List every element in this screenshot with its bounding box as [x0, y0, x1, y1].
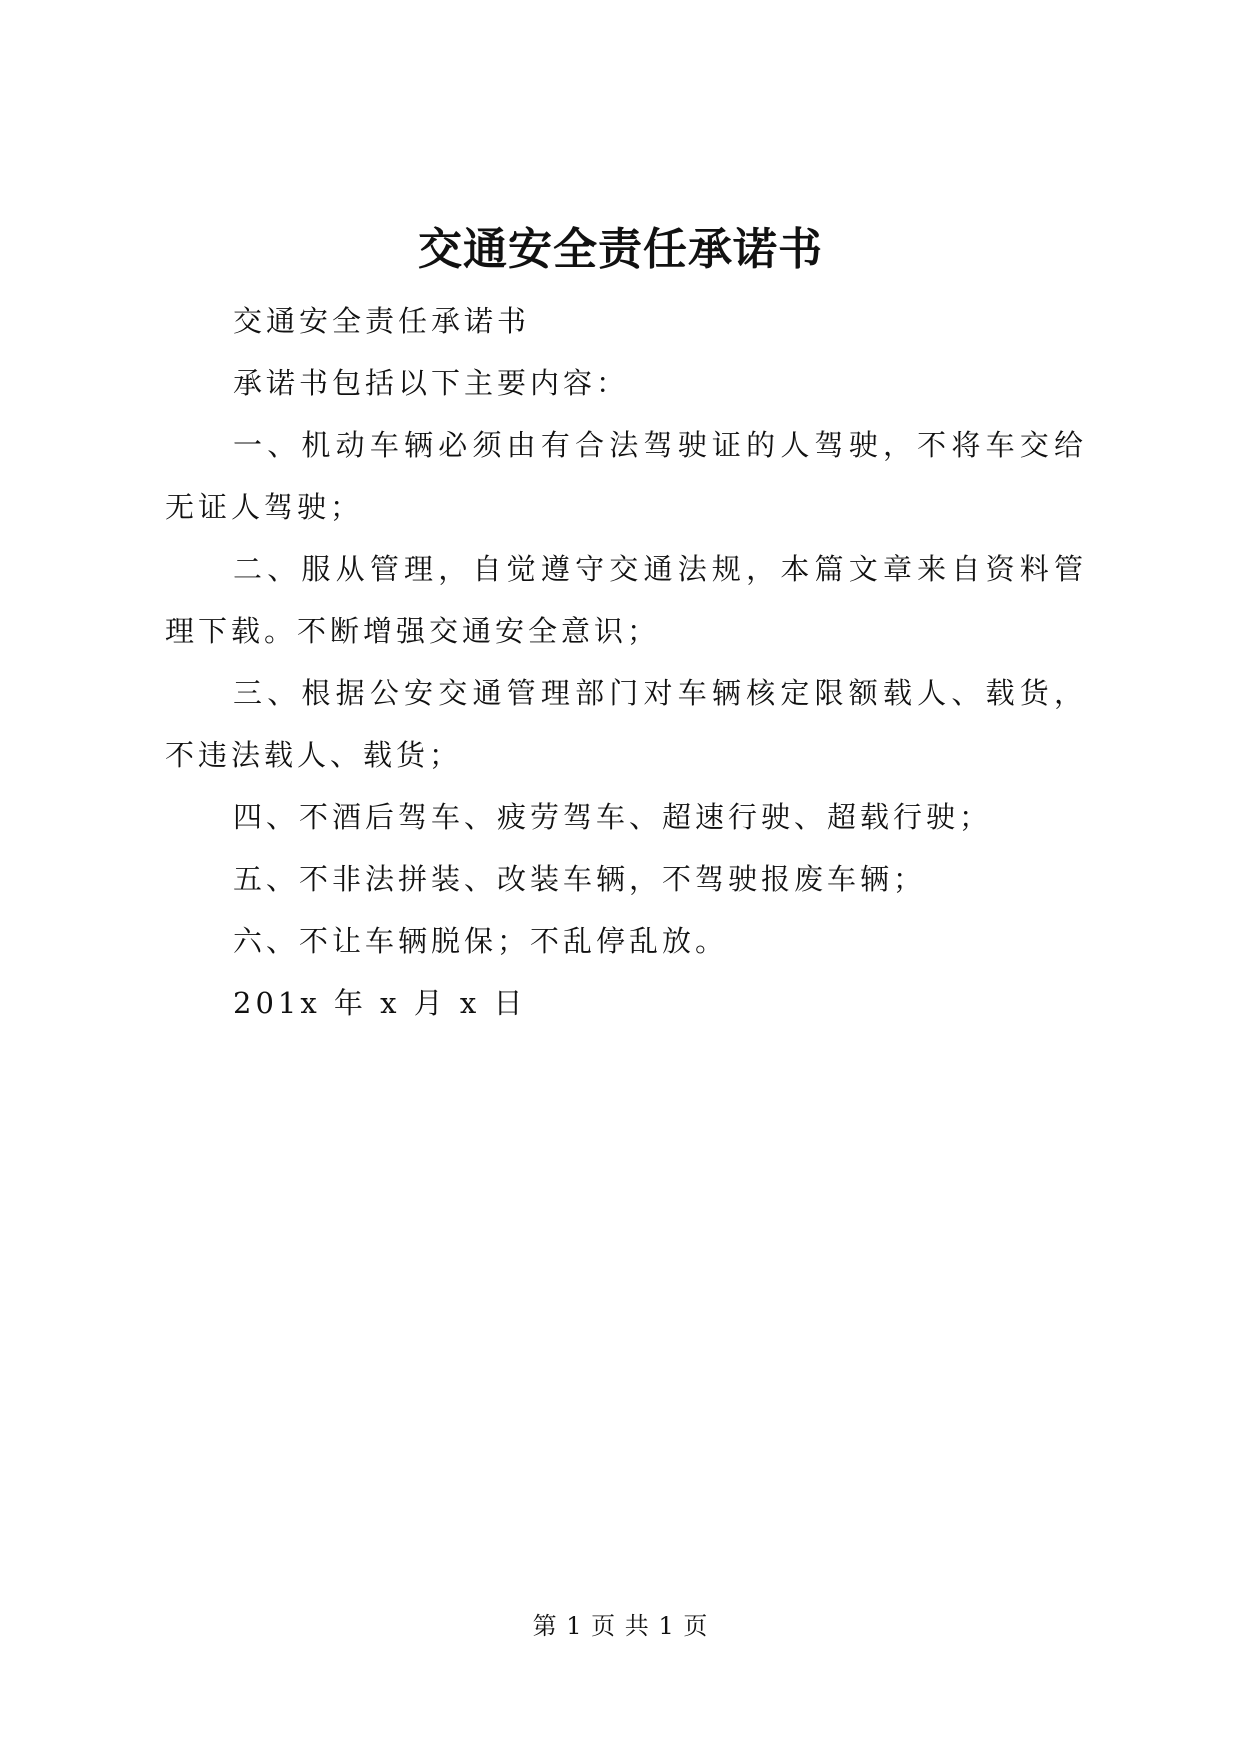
- paragraph-item-3: 三、根据公安交通管理部门对车辆核定限额载人、载货，不违法载人、载货；: [165, 676, 1087, 772]
- paragraph-item-6: 六、不让车辆脱保；不乱停乱放。: [233, 924, 729, 958]
- paragraph-item-5: 五、不非法拼装、改装车辆，不驾驶报废车辆；: [233, 862, 927, 896]
- paragraph-intro: 承诺书包括以下主要内容：: [233, 366, 630, 400]
- document-title: 交通安全责任承诺书: [418, 224, 823, 275]
- document-body: [165, 290, 1087, 1034]
- paragraph-item-1: 一、机动车辆必须由有合法驾驶证的人驾驶，不将车交给无证人驾驶；: [165, 428, 1087, 524]
- paragraph-item-4: 四、不酒后驾车、疲劳驾车、超速行驶、超载行驶；: [233, 800, 993, 834]
- paragraph-date: 201x 年 x 月 x 日: [233, 986, 527, 1020]
- page-footer: 第 1 页 共 1 页: [532, 1612, 709, 1640]
- paragraph-heading: 交通安全责任承诺书: [233, 304, 531, 338]
- paragraph-item-2: 二、服从管理，自觉遵守交通法规，本篇文章来自资料管理下载。不断增强交通安全意识；: [165, 552, 1087, 648]
